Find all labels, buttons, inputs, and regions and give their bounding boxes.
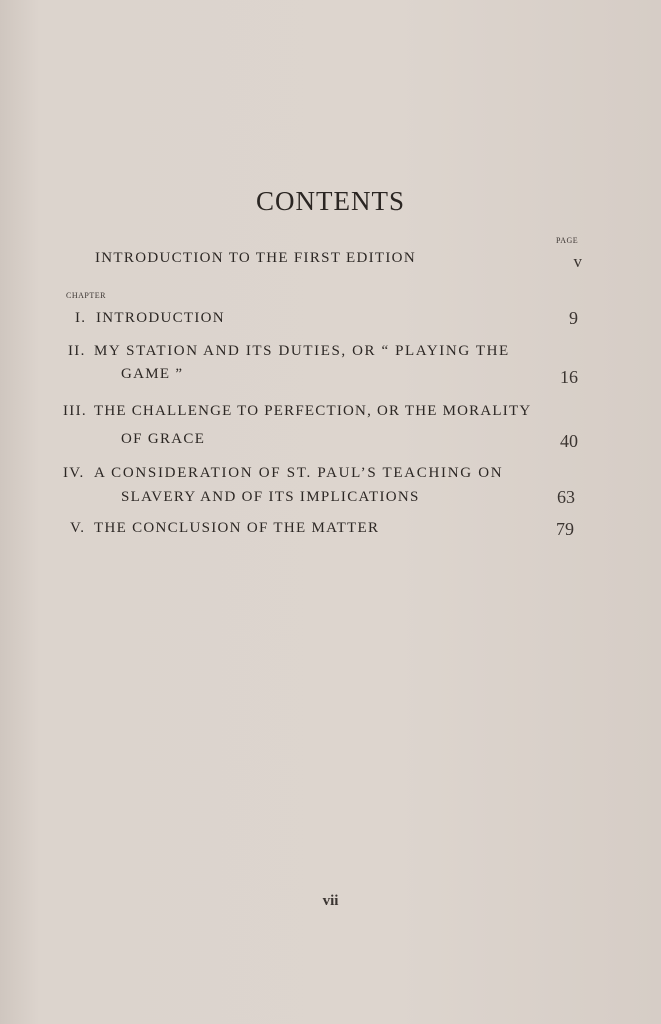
chapter-title-line: INTRODUCTION [96,310,225,326]
chapter-title-line: THE CONCLUSION OF THE MATTER [94,520,380,536]
page-column-label: PAGE [556,236,579,245]
chapter-numeral: III. [63,403,87,419]
chapter-numeral: II. [68,343,86,359]
chapter-column-label: CHAPTER [66,291,106,300]
chapter-title-line: SLAVERY AND OF ITS IMPLICATIONS [121,489,420,505]
chapter-page: 40 [560,431,578,451]
chapter-title-line: A CONSIDERATION OF ST. PAUL’S TEACHING ON [94,465,504,481]
chapter-title-line: THE CHALLENGE TO PERFECTION, OR THE MORALITY [94,403,532,419]
chapter-title-line: OF GRACE [121,431,206,447]
chapter-title-line: GAME ” [121,366,184,382]
chapter-numeral: I. [75,310,87,326]
page-number: vii [322,893,339,909]
page-title: CONTENTS [256,186,405,216]
chapter-page: 16 [560,367,578,387]
chapter-title-line: MY STATION AND ITS DUTIES, OR “ PLAYING THE [94,343,510,359]
chapter-page: 9 [569,308,578,328]
chapter-numeral: V. [70,520,86,536]
intro-entry-title: INTRODUCTION TO THE FIRST EDITION [95,250,416,266]
intro-entry-page: v [573,252,582,271]
chapter-numeral: IV. [63,465,85,481]
chapter-page: 63 [557,487,575,507]
chapter-page: 79 [556,519,574,539]
